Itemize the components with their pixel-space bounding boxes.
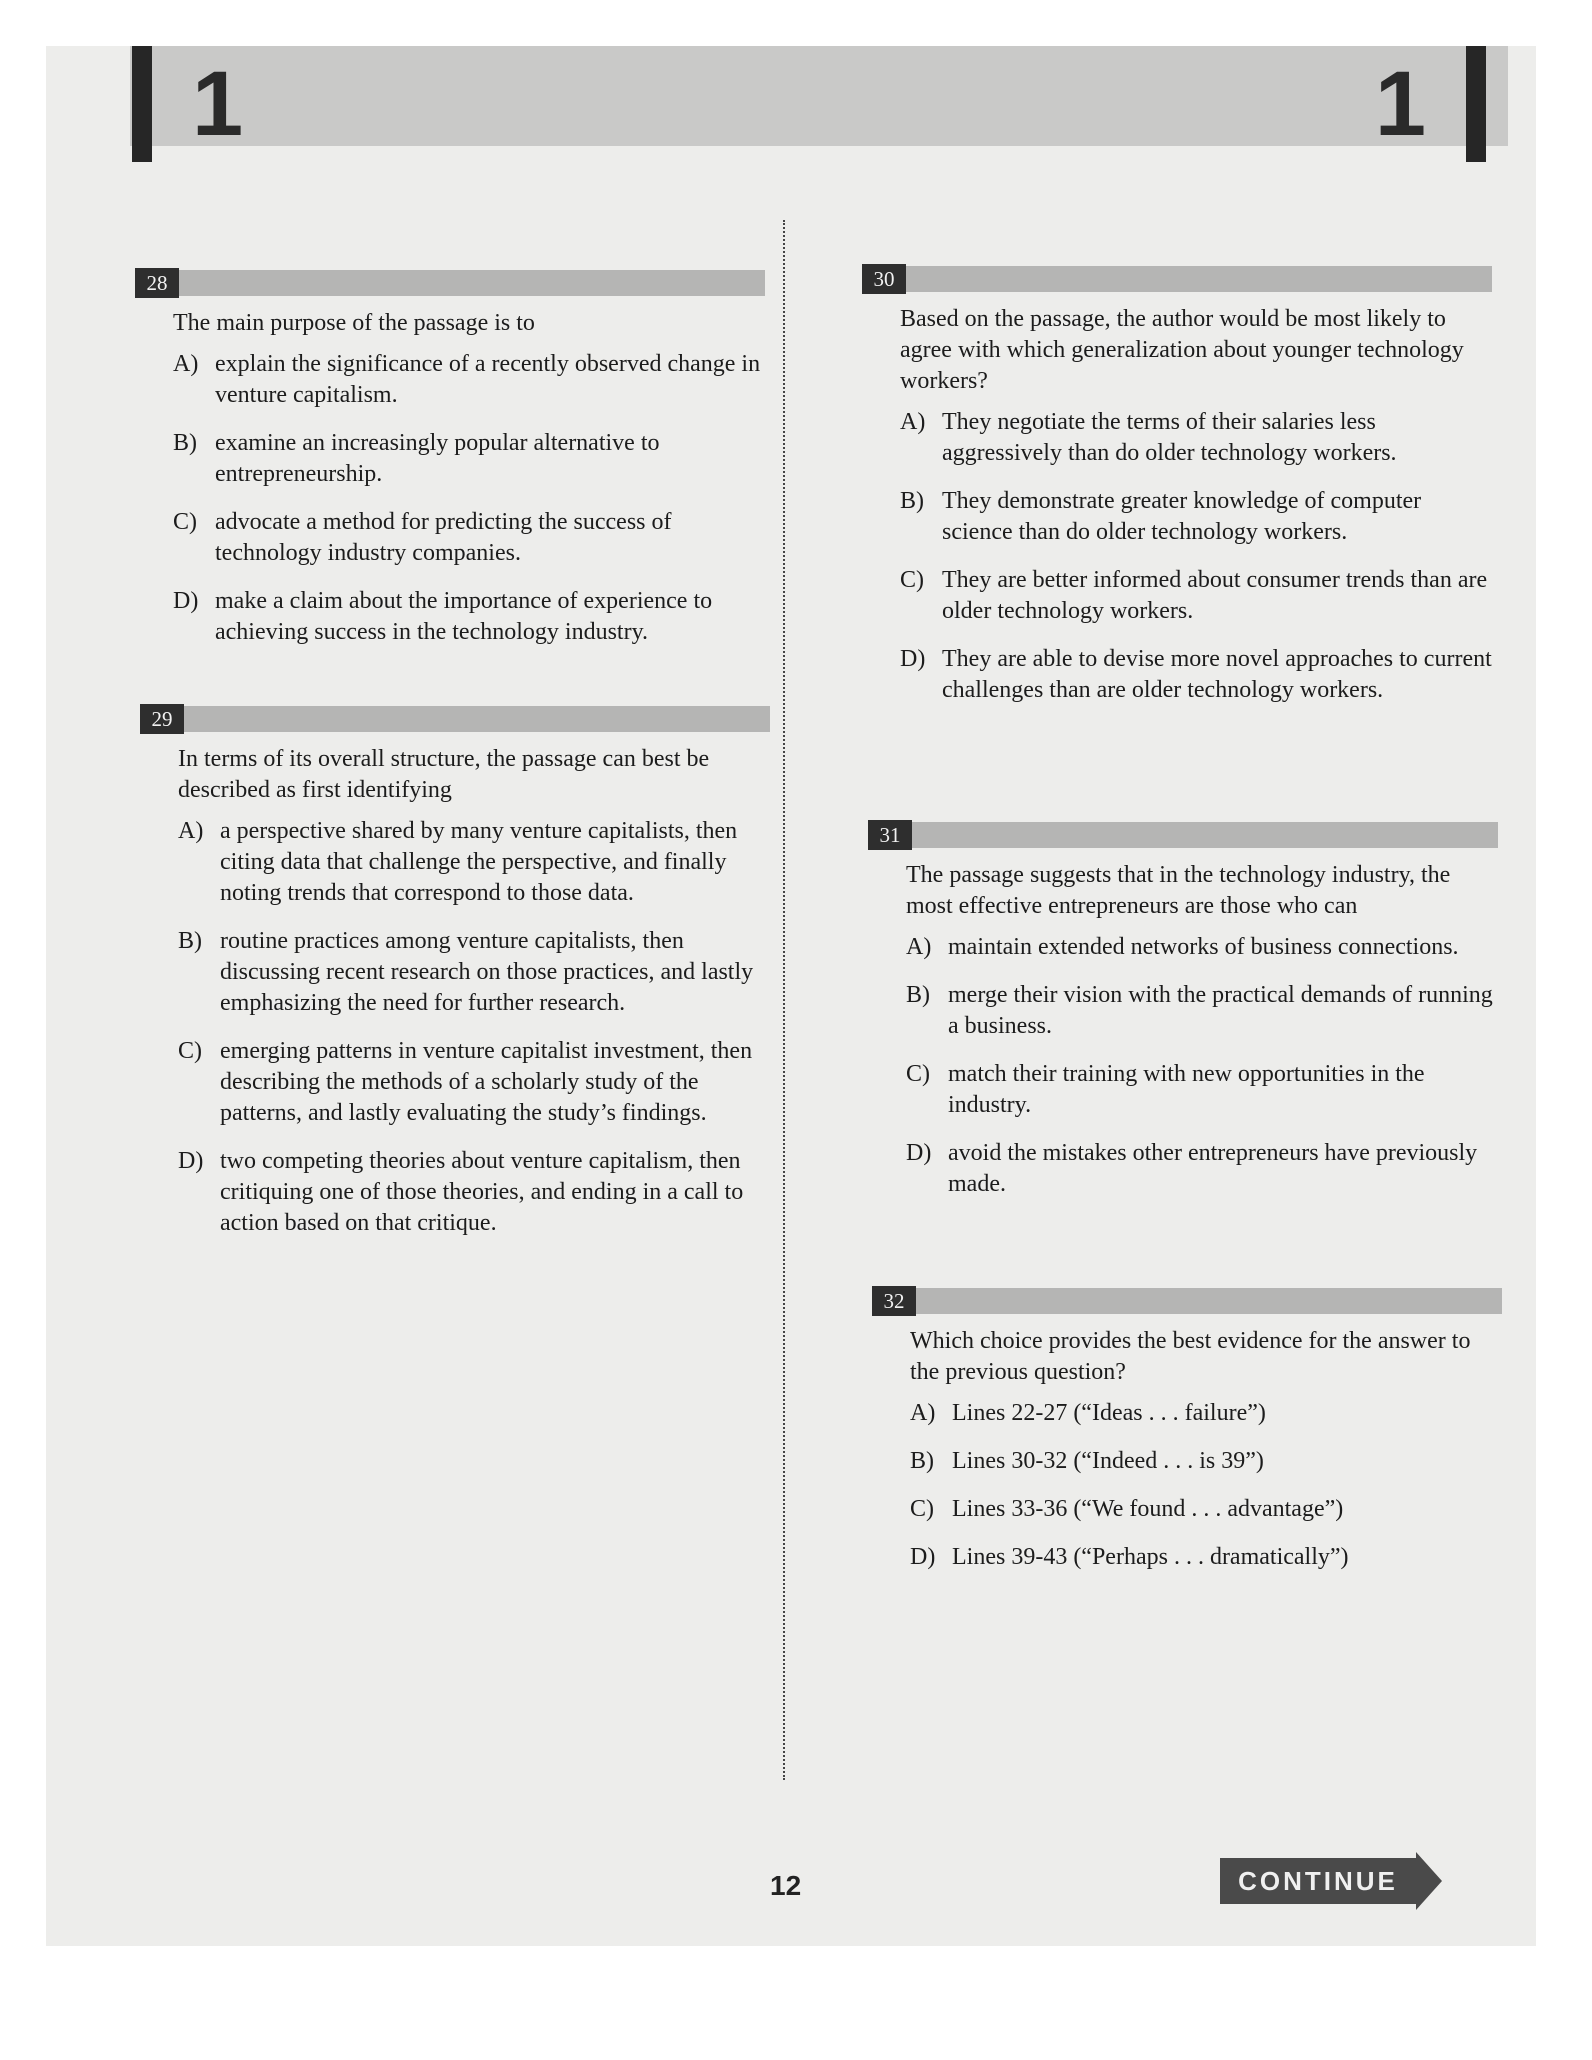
question-number: 30 — [862, 264, 906, 294]
question-stem: The main purpose of the passage is to — [173, 310, 535, 336]
question-bar — [140, 706, 770, 732]
option-letter: C) — [906, 1061, 930, 1087]
option-letter: C) — [900, 567, 924, 593]
question-30 — [862, 266, 1492, 723]
option-d[interactable] — [173, 586, 765, 648]
option-text: match their training with new opportunities in the industry. — [948, 1061, 1425, 1118]
option-text: Lines 33-36 (“We found . . . advantage”) — [952, 1496, 1344, 1522]
question-stem: Which choice provides the best evidence for the answer to the previous question? — [910, 1328, 1471, 1385]
option-c[interactable] — [906, 1059, 1498, 1121]
option-a[interactable] — [178, 816, 770, 909]
option-text: Lines 22-27 (“Ideas . . . failure”) — [952, 1400, 1266, 1426]
option-letter: B) — [900, 488, 924, 514]
option-text: Lines 39-43 (“Perhaps . . . dramatically”) — [952, 1544, 1349, 1570]
option-text: They are able to devise more novel approaches to current challenges than are older technology workers. — [942, 646, 1492, 703]
option-letter: C) — [173, 509, 197, 535]
option-d[interactable] — [178, 1146, 770, 1239]
arrow-right-icon — [1416, 1852, 1442, 1910]
question-32 — [872, 1288, 1502, 1590]
question-number: 32 — [872, 1286, 916, 1316]
option-letter: D) — [178, 1148, 204, 1174]
option-letter: C) — [178, 1038, 202, 1064]
option-letter: D) — [906, 1140, 932, 1166]
question-number: 29 — [140, 704, 184, 734]
question-stem: In terms of its overall structure, the passage can best be described as first identifying — [178, 746, 710, 803]
option-a[interactable] — [900, 407, 1492, 469]
option-text: They negotiate the terms of their salaries less aggressively than do older technology workers. — [942, 409, 1397, 466]
option-letter: D) — [910, 1544, 936, 1570]
continue-label: CONTINUE — [1220, 1858, 1416, 1904]
option-b[interactable] — [910, 1446, 1502, 1477]
option-text: make a claim about the importance of experience to achieving success in the technology industry. — [215, 588, 713, 645]
option-c[interactable] — [178, 1036, 770, 1129]
option-a[interactable] — [910, 1398, 1502, 1429]
question-stem: The passage suggests that in the technology industry, the most effective entrepreneurs are those who can — [906, 862, 1451, 919]
option-letter: A) — [906, 934, 932, 960]
continue-button[interactable] — [1220, 1858, 1440, 1904]
option-text: They demonstrate greater knowledge of computer science than do older technology workers. — [942, 488, 1422, 545]
option-text: explain the significance of a recently observed change in venture capitalism. — [215, 351, 761, 408]
option-text: maintain extended networks of business connections. — [948, 934, 1459, 960]
question-number: 31 — [868, 820, 912, 850]
option-letter: B) — [906, 982, 930, 1008]
option-a[interactable] — [906, 932, 1498, 963]
question-bar — [862, 266, 1492, 292]
option-letter: B) — [178, 928, 202, 954]
option-d[interactable] — [900, 644, 1492, 706]
option-letter: B) — [910, 1448, 934, 1474]
option-letter: D) — [173, 588, 199, 614]
option-letter: C) — [910, 1496, 934, 1522]
option-text: Lines 30-32 (“Indeed . . . is 39”) — [952, 1448, 1264, 1474]
option-c[interactable] — [910, 1494, 1502, 1525]
question-stem: Based on the passage, the author would be most likely to agree with which generalization about younger technology workers? — [900, 306, 1464, 394]
option-d[interactable] — [910, 1542, 1502, 1573]
option-text: merge their vision with the practical demands of running a business. — [948, 982, 1493, 1039]
question-28 — [135, 270, 765, 665]
option-d[interactable] — [906, 1138, 1498, 1200]
option-letter: A) — [173, 351, 199, 377]
option-text: two competing theories about venture capitalism, then critiquing one of those theories, and ending in a call to action based on that critique. — [220, 1148, 744, 1236]
option-a[interactable] — [173, 349, 765, 411]
question-bar — [868, 822, 1498, 848]
section-number-right: 1 — [1375, 46, 1486, 162]
question-number: 28 — [135, 268, 179, 298]
question-bar — [872, 1288, 1502, 1314]
option-text: emerging patterns in venture capitalist investment, then describing the methods of a scholarly study of the patterns, and lastly evaluating the study’s findings. — [220, 1038, 753, 1126]
option-letter: D) — [900, 646, 926, 672]
option-b[interactable] — [173, 428, 765, 490]
option-text: avoid the mistakes other entrepreneurs have previously made. — [948, 1140, 1478, 1197]
question-31 — [868, 822, 1498, 1217]
option-letter: A) — [910, 1400, 936, 1426]
option-text: They are better informed about consumer trends than are older technology workers. — [942, 567, 1488, 624]
question-29 — [140, 706, 770, 1256]
option-c[interactable] — [900, 565, 1492, 627]
option-text: a perspective shared by many venture capitalists, then citing data that challenge the perspective, and finally noting trends that correspond to those data. — [220, 818, 738, 906]
option-text: advocate a method for predicting the success of technology industry companies. — [215, 509, 672, 566]
option-b[interactable] — [906, 980, 1498, 1042]
option-text: examine an increasingly popular alternative to entrepreneurship. — [215, 430, 660, 487]
option-b[interactable] — [178, 926, 770, 1019]
option-letter: B) — [173, 430, 197, 456]
column-divider — [783, 220, 785, 1780]
question-bar — [135, 270, 765, 296]
option-letter: A) — [178, 818, 204, 844]
option-b[interactable] — [900, 486, 1492, 548]
option-text: routine practices among venture capitalists, then discussing recent research on those practices, and lastly emphasizing the need for further research. — [220, 928, 754, 1016]
section-header-band — [130, 46, 1508, 146]
page-number: 12 — [770, 1870, 802, 1901]
option-letter: A) — [900, 409, 926, 435]
option-c[interactable] — [173, 507, 765, 569]
section-number-left: 1 — [132, 46, 243, 162]
